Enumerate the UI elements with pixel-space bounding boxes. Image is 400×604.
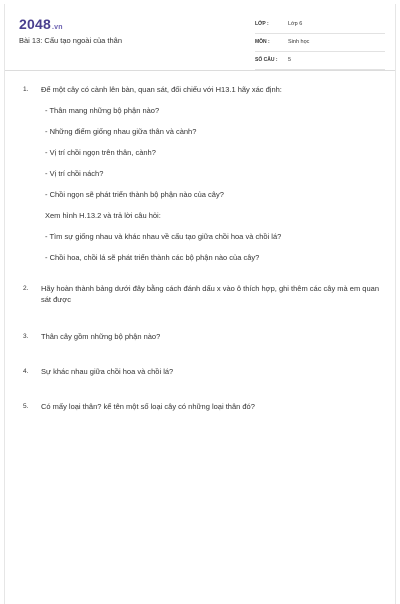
sub-question: Xem hình H.13.2 và trả lời câu hỏi: — [45, 211, 161, 220]
worksheet-meta — [255, 18, 385, 72]
question-item — [19, 84, 379, 263]
sub-question: - Những điểm giống nhau giữa thân và cành? — [45, 127, 197, 136]
lesson-title: Bài 13: Cấu tạo ngoài của thân — [19, 36, 122, 45]
question-number: 1. — [23, 86, 29, 93]
meta-row-subject — [255, 36, 385, 52]
question-number: 3. — [23, 333, 29, 340]
sub-question: - Thân mang những bộ phận nào? — [45, 106, 160, 115]
question-item — [19, 401, 379, 412]
worksheet-header — [5, 4, 395, 71]
sub-question: - Chồi hoa, chồi lá sẽ phát triển thành các bộ phận nào của cây? — [45, 253, 260, 262]
sub-question: - Vị trí chồi ngọn trên thân, cành? — [45, 148, 156, 157]
meta-value: 5 — [288, 57, 292, 63]
meta-value: Lớp 6 — [288, 21, 303, 27]
question-item — [19, 283, 379, 305]
site-logo[interactable]: 2048.vn — [19, 16, 63, 32]
question-number: 4. — [23, 368, 29, 375]
sub-question: - Chồi ngọn sẽ phát triển thành bộ phận nào của cây? — [45, 190, 224, 199]
question-text: Sự khác nhau giữa chồi hoa và chồi lá? — [41, 367, 174, 376]
question-number: 2. — [23, 285, 29, 292]
question-item — [19, 366, 379, 377]
question-item — [19, 331, 379, 342]
sub-question: - Tìm sự giống nhau và khác nhau về cấu tạo giữa chồi hoa và chồi lá? — [45, 232, 282, 241]
question-text: Để một cây có cành lên bàn, quan sát, đối chiếu với H13.1 hãy xác định: — [41, 85, 282, 94]
question-number: 5. — [23, 403, 29, 410]
worksheet-page — [4, 4, 396, 604]
question-text: Thân cây gồm những bộ phận nào? — [41, 332, 161, 341]
question-text: Có mấy loại thân? kể tên một số loại cây có những loại thân đó? — [41, 402, 255, 411]
meta-row-question-count — [255, 54, 385, 70]
meta-label: MÔN : — [255, 39, 270, 45]
sub-question: - Vị trí chồi nách? — [45, 169, 104, 178]
meta-label: SỐ CÂU : — [255, 57, 278, 63]
question-list — [19, 84, 379, 412]
meta-row-class — [255, 18, 385, 34]
meta-value: Sinh học — [288, 39, 310, 45]
question-text: Hãy hoàn thành bảng dưới đây bằng cách đánh dấu x vào ô thích hợp, ghi thêm các cây mà em quan sát được — [41, 284, 379, 304]
meta-label: LỚP : — [255, 21, 269, 27]
